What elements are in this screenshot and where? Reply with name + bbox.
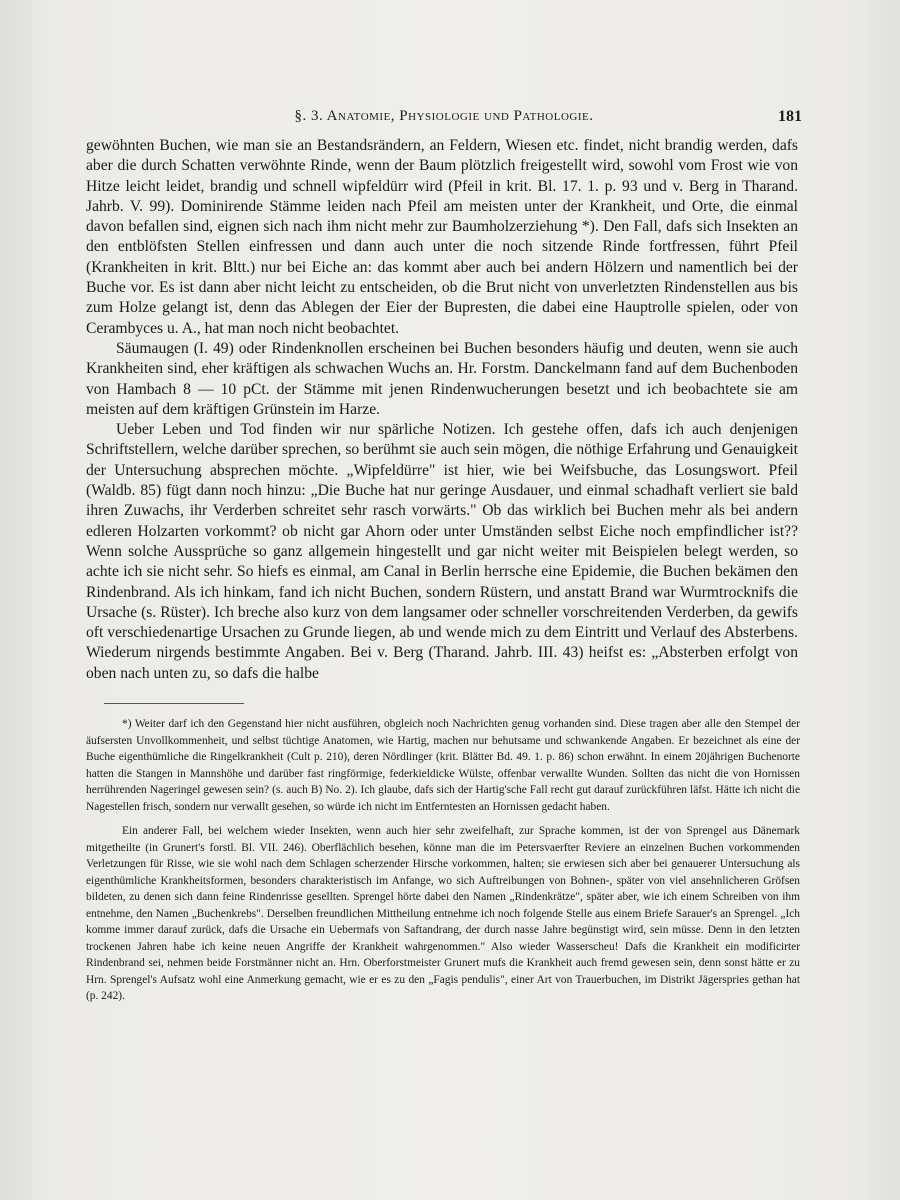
paragraph: Säumaugen (I. 49) oder Rindenknollen erscheinen bei Buchen besonders häufig und deuten, wenn sie auch Krankheiten sind, eher kräftigen als schwachen Wuchs an. Hr. Forstm. Danckelmann fand auf dem Buchenboden von Hambach 8 — 10 pCt. der Stämme mit jenen Rindenwucherungen besetzt und ich beobachtete sie am meisten auf dem kräftigen Grünstein im Harze. [86,339,798,418]
footnote: Ein anderer Fall, bei welchem wieder Insekten, wenn auch hier sehr zweifelhaft, zur Sprache kommen, ist der von Sprengel aus Dänemark mitgetheilte (in Grunert's forstl. Bl. VII. 246). Oberflächlich besehen, könne man die im Petersvaerfter Reviere an einzelnen Buchen vorkommenden Verletzungen für Risse, wie sie wohl nach dem Schlagen scherzender Hirsche vorkommen, halten; sie erwiesen sich aber bei genauerer Untersuchung als eigenthümliche Krankheitsformen, besonders charakteristisch im Anfange, wo sich Auftreibungen von Bohnen-, später von viel ansehnlicheren Gröfsen bildeten, zu denen sich dann feine Rindenrisse gesellten. Sprengel hörte dabei den Namen „Rindenkrätze", später aber, wie ich einem Schreiben von ihm entnehme, den Namen „Buchenkrebs". Derselben freundlichen Mittheilung entnehme ich noch folgende Stelle aus einem Briefe Sarauer's an Sprengel. „Ich komme immer darauf zurück, dafs die Ursache ein Uebermafs von Saftandrang, der durch nasse Jahre begünstigt wird, sein müsse. Denn in den letzten trockenen Jahren habe ich keine neuen Angriffe der Krankheit wahrgenommen." Also wieder Wasserscheu! Dafs die Krankheit ein modificirter Rindenbrand sei, nehmen beide Forstmänner nicht an. Hrn. Oberforstmeister Grunert mufs die Krankheit auch fremd gewesen sein, denn sonst hätte er zu Hrn. Sprengel's Aufsatz wohl eine Anmerkung gemacht, wie er es zu den „Fagis pendulis", einer Art von Trauerbuchen, im Distrikt Jägerspries gethan hat (p. 242). [86,825,800,1002]
footnote-divider [104,703,244,704]
footnotes [86,716,800,1013]
paragraph: gewöhnten Buchen, wie man sie an Bestandsrändern, an Feldern, Wiesen etc. findet, nicht brandig werden, dafs aber die durch Schatten verwöhnte Rinde, wenn der Baum plötzlich freigestellt wird, sowohl vom Frost wie von Hitze leicht leidet, brandig und schnell wipfeldürr wird (Pfeil in krit. Bl. 17. 1. p. 93 und v. Berg in Tharand. Jahrb. V. 99). Dominirende Stämme leiden nach Pfeil am meisten unter der Krankheit, und Orte, die einmal davon befallen sind, eignen sich nach ihm nicht mehr zur Baumholzerziehung *). Den Fall, dafs sich Insekten an den entblöfsten Stellen einfressen und dann auch unter die noch sitzende Rinde fortfressen, führt Pfeil (Krankheiten in krit. Bltt.) nur bei Eiche an: das kommt aber auch bei andern Hölzern und namentlich bei der Buche vor. Es ist dann aber nicht leicht zu entscheiden, ob die Brut nicht von unverletzten Rindenstellen aus bis zum Holze gelangt ist, denn das Ablegen der Eier der Bupresten, die dabei eine Hauptrolle spielen, oder von Cerambyces u. A., hat man noch nicht beobachtet. [86,137,798,337]
running-header [86,108,802,134]
page-number: 181 [778,108,802,125]
footnote: *) Weiter darf ich den Gegenstand hier nicht ausführen, obgleich noch Nachrichten genug vorhanden sind. Diese tragen aber alle den Stempel der äufsersten Unvollkommenheit, und selbst tüchtige Anatomen, wie Hartig, machen nur behutsame und schwankende Angaben. Er bezeichnet als eine der Buche eigenthümliche die Ringelkrankheit (Cult p. 210), deren Nördlinger (krit. Blätter Bd. 49. 1. p. 86) schon erwähnt. In einem 20jährigen Buchenorte hatten die Stangen in Mannshöhe und darüber fast ringförmige, federkieldicke Wülste, offenbar verwallte Wunden. Sollten das nicht die von Hornissen herrührenden Nageringel gewesen sein? (s. auch B) No. 2). Ich glaube, dafs sich der Hartig'sche Fall recht gut darauf zurückführen läfst. Hätte ich nicht die Nagestellen frisch, sondern nur verwallt gesehen, so würde ich nicht im Entferntesten an Hornissen gedacht haben. [86,718,800,813]
paragraph: Ueber Leben und Tod finden wir nur spärliche Notizen. Ich gestehe offen, dafs ich auch denjenigen Schriftstellern, welche darüber sprechen, so berühmt sie auch sein mögen, die nöthige Erfahrung und Genauigkeit der Untersuchung absprechen möchte. „Wipfeldürre" ist hier, wie bei Weifsbuche, das Losungswort. Pfeil (Waldb. 85) fügt dann noch hinzu: „Die Buche hat nur geringe Ausdauer, und einmal schadhaft verliert sie bald ihren Zuwachs, ihr Verderben schreitet sehr rasch vorwärts." Ob das wirklich bei Buchen mehr als bei andern edleren Holzarten vorkommt? ob nicht gar Ahorn oder unter Umständen selbst Eiche noch empfindlicher ist?? Wenn solche Aussprüche so ganz allgemein hingestellt und gar nicht weiter mit Beispielen belegt werden, so achte ich sie nicht sehr. So hiefs es einmal, am Canal in Berlin herrsche eine Epidemie, die Buchen bekämen den Rindenbrand. Als ich hinkam, fand ich nicht Buchen, sondern Rüstern, und anstatt Brand war Wurmtrocknifs die Ursache (s. Rüster). Ich breche also kurz von dem langsamer oder schneller vorschreitenden Verderben, da gewifs oft verschiedenartige Ursachen zu Grunde liegen, ab und wende mich zu dem Eintritt und Verlauf des Absterbens. Wiederum nirgends bestimmte Angaben. Bei v. Berg (Tharand. Jahrb. III. 43) heifst es: „Absterben erfolgt von oben nach unten zu, so dafs die halbe [86,421,798,682]
section-title: §. 3. Anatomie, Physiologie und Pathologie. [294,108,594,124]
main-text [86,136,798,684]
